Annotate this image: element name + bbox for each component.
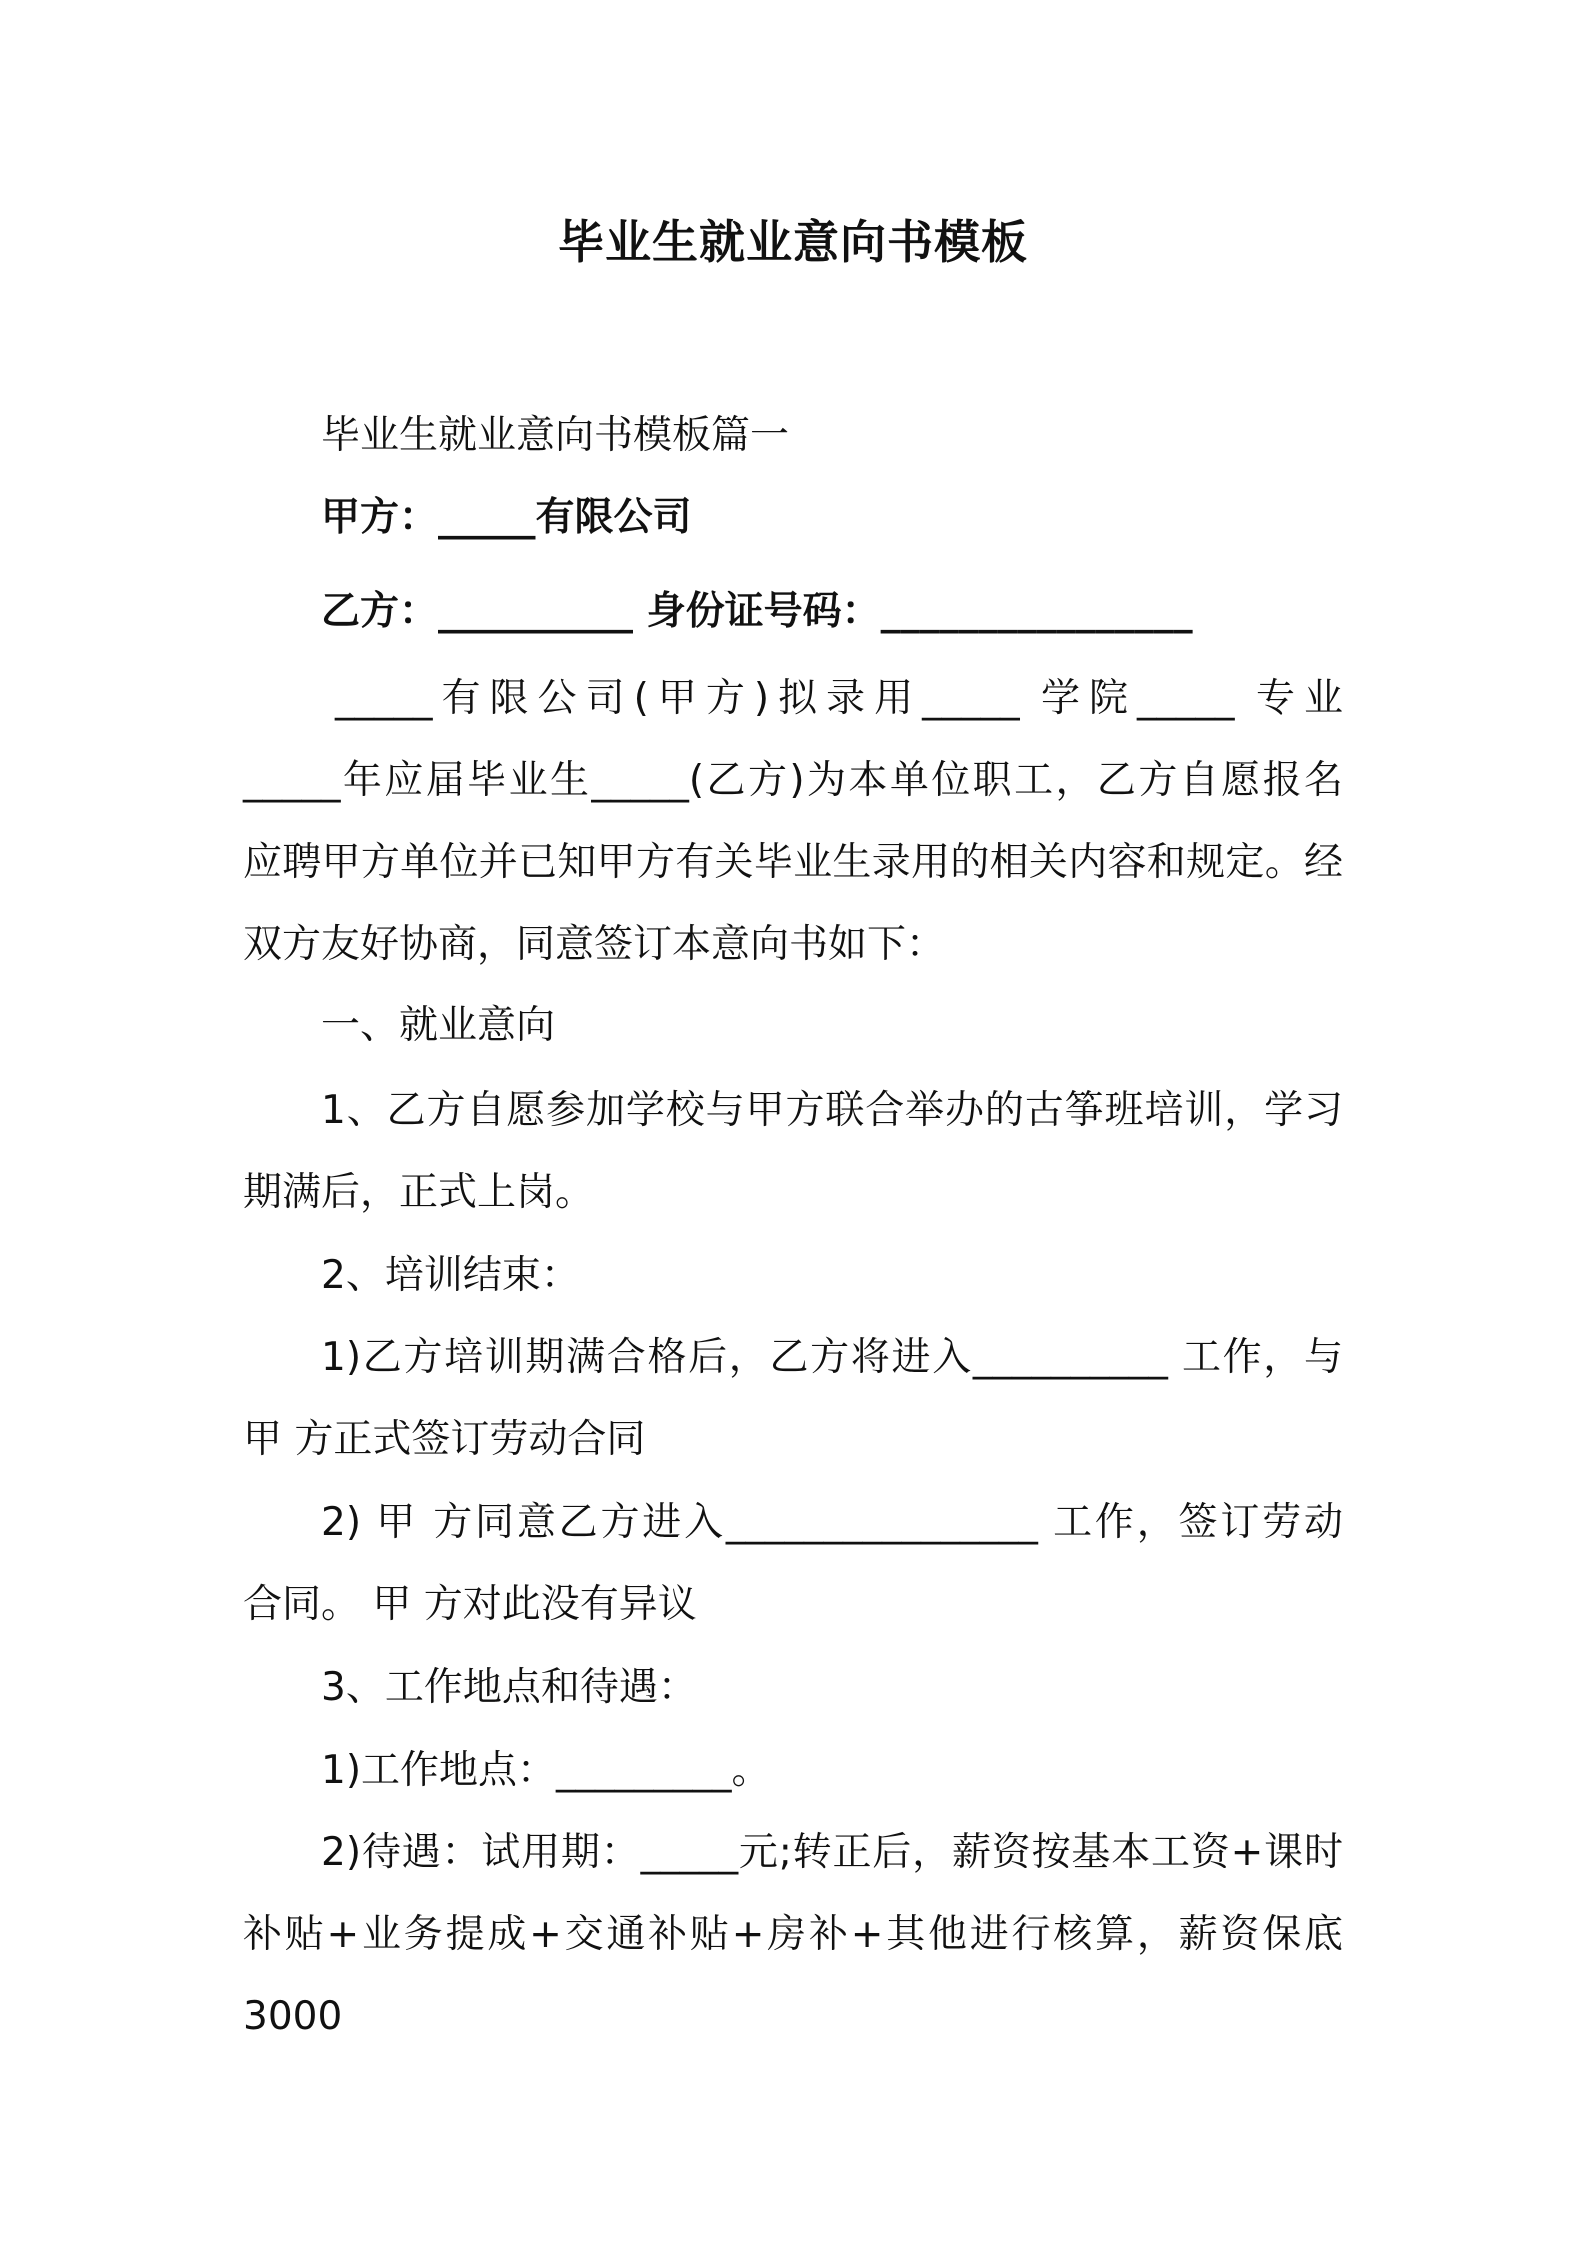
intro-line-2: _____年应届毕业生_____(乙方)为本单位职工，乙方自愿报名 [243, 758, 1343, 803]
intro-line-3: 应聘甲方单位并已知甲方有关毕业生录用的相关内容和规定。经 [243, 840, 1343, 885]
party-a-line: 甲方：_____有限公司 [321, 495, 692, 540]
item-3-2-line-2: 补贴+业务提成+交通补贴+房补+其他进行核算，薪资保底 3000 [243, 1912, 1343, 2039]
section-1-heading: 一、就业意向 [321, 1003, 556, 1048]
item-2-2 [243, 1482, 1343, 1646]
intro-paragraph [243, 658, 1343, 986]
intro-line-1: _____有限公司(甲方)拟录用_____ 学院_____ 专业 [335, 676, 1343, 721]
item-3-2 [243, 1812, 1343, 2058]
item-2-1-line-1: 1)乙方培训期满合格后，乙方将进入__________ 工作，与 [321, 1335, 1343, 1380]
subtitle: 毕业生就业意向书模板篇一 [321, 413, 790, 458]
item-3-1: 1)工作地点：_________。 [321, 1748, 771, 1793]
item-1-line-2: 期满后，正式上岗。 [243, 1170, 595, 1215]
party-b-line: 乙方：__________ 身份证号码：________________ [321, 589, 1193, 634]
item-2-1-line-2: 甲 方正式签订劳动合同 [243, 1417, 646, 1462]
item-2-2-line-1: 2) 甲 方同意乙方进入________________ 工作，签订劳动 [321, 1500, 1343, 1545]
item-1-line-1: 1、乙方自愿参加学校与甲方联合举办的古筝班培训，学习 [321, 1088, 1343, 1133]
intro-line-4: 双方友好协商，同意签订本意向书如下： [243, 922, 946, 967]
item-2-1 [243, 1317, 1343, 1481]
item-3-2-line-1: 2)待遇：试用期：_____元;转正后，薪资按基本工资+课时 [321, 1830, 1343, 1875]
item-1 [243, 1070, 1343, 1234]
item-2-heading: 2、培训结束： [321, 1253, 580, 1298]
item-3-heading: 3、工作地点和待遇： [321, 1665, 697, 1710]
document-title: 毕业生就业意向书模板 [558, 215, 1028, 269]
item-2-2-line-2: 合同。 甲 方对此没有异议 [243, 1582, 697, 1627]
